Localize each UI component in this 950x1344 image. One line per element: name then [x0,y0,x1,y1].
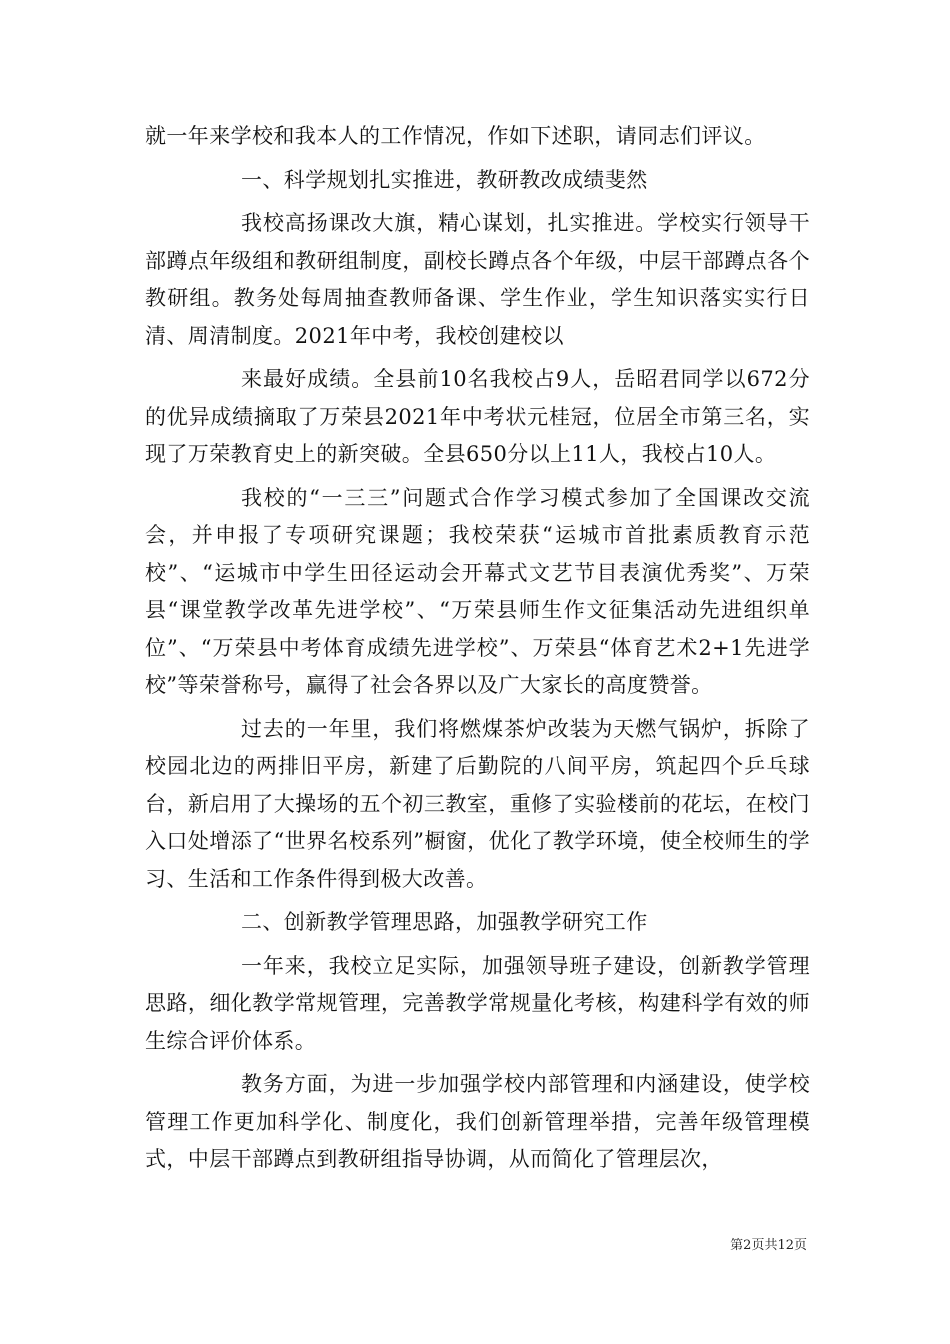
paragraph-honors: 我校的“一三三”问题式合作学习模式参加了全国课改交流会，并申报了专项研究课题；我校荣获“运城市首批素质教育示范校”、“运城市中学生田径运动会开幕式文艺节目表演优秀奖”、万荣县“课堂教学改革先进学校”、“万荣县师生作文征集活动先进组织单位”、“万荣县中考体育成绩先进学校”、万荣县“体育艺术2+1先进学校”等荣誉称号，赢得了社会各界以及广大家长的高度赞誉。 [145,485,810,697]
paragraph-facilities: 过去的一年里，我们将燃煤茶炉改装为天燃气锅炉，拆除了校园北边的两排旧平房，新建了后勤院的八间平房，筑起四个乒乓球台，新启用了大操场的五个初三教室，重修了实验楼前的花坛，在校门入口处增添了“世界名校系列”橱窗，优化了教学环境，使全校师生的学习、生活和工作条件得到极大改善。 [145,716,810,891]
section-heading-1: 一、科学规划扎实推进，教研教改成绩斐然 [241,167,648,192]
paragraph-intro-continuation: 就一年来学校和我本人的工作情况，作如下述职，请同志们评议。 [145,124,766,148]
paragraph-academic-affairs: 教务方面，为进一步加强学校内部管理和内涵建设，使学校管理工作更加科学化、制度化，我们创新管理举措，完善年级管理模式，中层干部蹲点到教研组指导协调，从而简化了管理层次， [145,1072,810,1171]
paragraph-exam-results: 来最好成绩。全县前10名我校占9人，岳昭君同学以672分的优异成绩摘取了万荣县2021年中考状元桂冠，位居全市第三名，实现了万荣教育史上的新突破。全县650分以上11人，我校占10人。 [145,367,810,466]
paragraph-curriculum-reform: 我校高扬课改大旗，精心谋划，扎实推进。学校实行领导干部蹲点年级组和教研组制度，副校长蹲点各个年级，中层干部蹲点各个教研组。教务处每周抽查教师备课、学生作业，学生知识落实实行日清、周清制度。2021年中考，我校创建校以 [145,211,810,348]
paragraph-management: 一年来，我校立足实际，加强领导班子建设，创新教学管理思路，细化教学常规管理，完善教学常规量化考核，构建科学有效的师生综合评价体系。 [145,953,810,1053]
section-heading-2: 二、创新教学管理思路，加强教学研究工作 [241,910,648,934]
document-body [145,118,810,1185]
page-number-footer: 第2页共12页 [730,1238,807,1253]
